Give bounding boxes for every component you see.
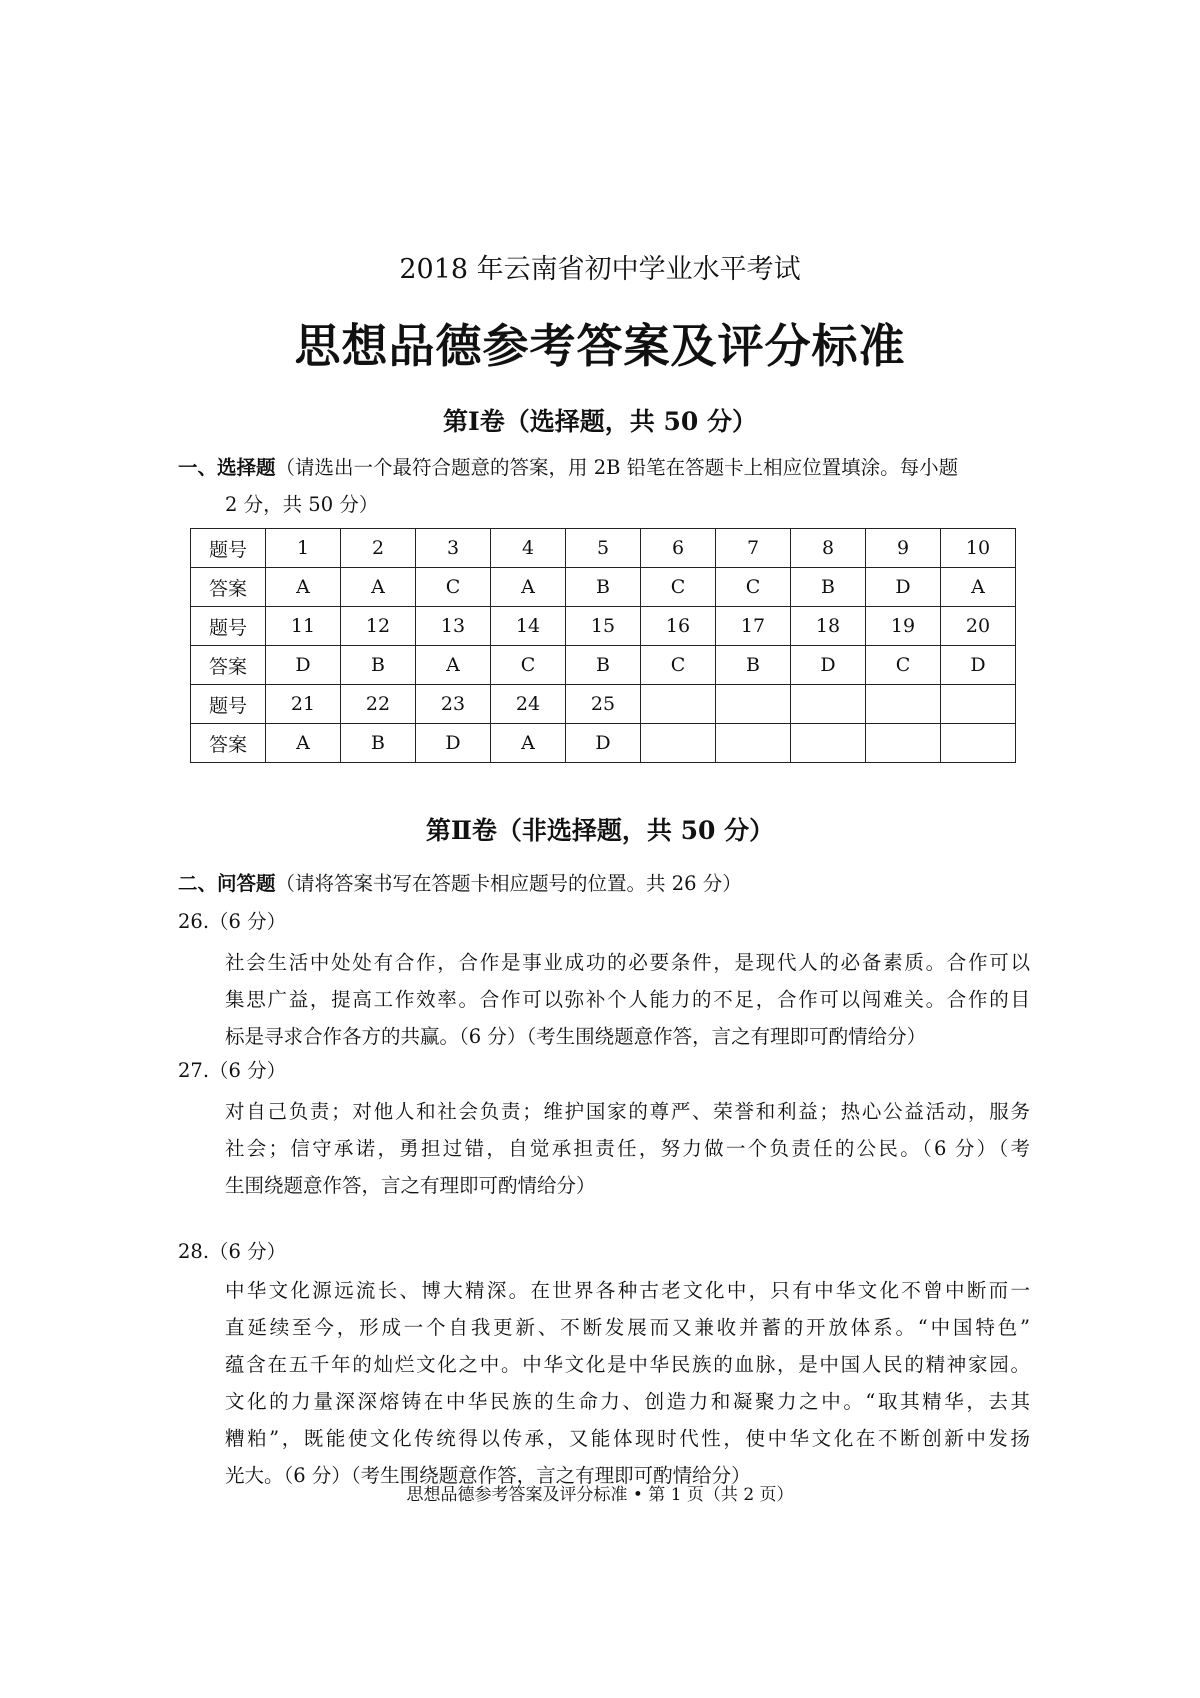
table-cell: 22	[341, 685, 416, 724]
section2-note: （请将答案书写在答题卡相应题号的位置。共 26 分）	[275, 872, 742, 895]
table-cell: 13	[416, 607, 491, 646]
table-cell: 2	[341, 529, 416, 568]
section1-heading	[178, 450, 1028, 485]
table-cell: 17	[716, 607, 791, 646]
table-row	[191, 607, 1016, 646]
table-cell: 21	[266, 685, 341, 724]
answer-line: 社会；信守承诺，勇担过错，自觉承担责任，努力做一个负责任的公民。（6 分）（考	[225, 1137, 1030, 1160]
answer-line: 标是寻求合作各方的共赢。（6 分）（考生围绕题意作答，言之有理即可酌情给分）	[225, 1025, 927, 1048]
table-cell: 15	[566, 607, 641, 646]
answer-line: 直延续至今，形成一个自我更新、不断发展而又兼收并蓄的开放体系。“中国特色”	[225, 1316, 1030, 1339]
part2-title: 第Ⅱ卷（非选择题，共 50 分）	[425, 816, 775, 845]
table-cell	[941, 724, 1016, 763]
answer-line: 蕴含在五千年的灿烂文化之中。中华文化是中华民族的血脉，是中国人民的精神家园。	[225, 1353, 1030, 1376]
table-cell: A	[416, 646, 491, 685]
answer-line: 糟粕”，既能使文化传统得以传承，又能体现时代性，使中华文化在不断创新中发扬	[225, 1427, 1030, 1450]
table-row	[191, 646, 1016, 685]
table-row	[191, 529, 1016, 568]
row-header: 题号	[191, 607, 266, 646]
table-cell	[791, 685, 866, 724]
question-26-answer	[225, 944, 1030, 1055]
section2-heading	[178, 866, 1028, 901]
table-cell: 6	[641, 529, 716, 568]
answer-line: 集思广益，提高工作效率。合作可以弥补个人能力的不足，合作可以闯难关。合作的目	[225, 988, 1030, 1011]
table-cell: 19	[866, 607, 941, 646]
table-cell: D	[416, 724, 491, 763]
section1-label: 一、选择题	[178, 456, 276, 479]
row-header: 答案	[191, 646, 266, 685]
table-cell: 20	[941, 607, 1016, 646]
table-cell: A	[941, 568, 1016, 607]
table-cell	[941, 685, 1016, 724]
table-cell: 10	[941, 529, 1016, 568]
question-27-number: 27.（6 分）	[178, 1059, 287, 1082]
table-cell: A	[266, 568, 341, 607]
table-cell	[866, 724, 941, 763]
table-cell: D	[791, 646, 866, 685]
answer-line: 光大。（6 分）（考生围绕题意作答，言之有理即可酌情给分）	[225, 1464, 751, 1487]
table-cell: 5	[566, 529, 641, 568]
table-cell: 14	[491, 607, 566, 646]
table-cell: C	[491, 646, 566, 685]
table-cell	[641, 685, 716, 724]
part1-title: 第Ⅰ卷（选择题，共 50 分）	[443, 407, 757, 436]
table-cell: D	[266, 646, 341, 685]
section2-label: 二、问答题	[178, 872, 276, 895]
answer-line: 中华文化源远流长、博大精深。在世界各种古老文化中，只有中华文化不曾中断而一	[225, 1279, 1030, 1302]
table-cell: 8	[791, 529, 866, 568]
answer-line: 对自己负责；对他人和社会负责；维护国家的尊严、荣誉和利益；热心公益活动，服务	[225, 1100, 1030, 1123]
table-cell: 12	[341, 607, 416, 646]
table-cell: C	[866, 646, 941, 685]
section1-note-cont: 2 分，共 50 分）	[225, 493, 379, 516]
table-cell: 9	[866, 529, 941, 568]
table-cell	[791, 724, 866, 763]
question-27-answer	[225, 1093, 1030, 1204]
table-cell: 1	[266, 529, 341, 568]
table-cell: B	[791, 568, 866, 607]
row-header: 题号	[191, 529, 266, 568]
table-cell: 16	[641, 607, 716, 646]
table-cell	[866, 685, 941, 724]
table-cell: C	[416, 568, 491, 607]
table-row	[191, 724, 1016, 763]
table-cell: B	[341, 646, 416, 685]
question-28-number: 28.（6 分）	[178, 1240, 287, 1263]
section1-note: （请选出一个最符合题意的答案，用 2B 铅笔在答题卡上相应位置填涂。每小题	[275, 456, 959, 479]
table-cell: 4	[491, 529, 566, 568]
question-28-answer	[225, 1272, 1030, 1494]
table-cell: 24	[491, 685, 566, 724]
question-26-number: 26.（6 分）	[178, 910, 287, 933]
table-cell: 7	[716, 529, 791, 568]
table-cell	[641, 724, 716, 763]
table-cell: C	[641, 646, 716, 685]
table-cell: C	[716, 568, 791, 607]
table-row	[191, 685, 1016, 724]
answer-line: 社会生活中处处有合作，合作是事业成功的必要条件，是现代人的必备素质。合作可以	[225, 951, 1030, 974]
table-cell: D	[566, 724, 641, 763]
answer-table	[190, 528, 1016, 763]
document-title: 思想品德参考答案及评分标准	[294, 319, 906, 373]
table-cell: B	[566, 646, 641, 685]
table-cell: 3	[416, 529, 491, 568]
page-footer: 思想品德参考答案及评分标准 • 第 1 页（共 2 页）	[406, 1485, 794, 1505]
table-cell: 11	[266, 607, 341, 646]
table-cell: 25	[566, 685, 641, 724]
table-cell: D	[866, 568, 941, 607]
table-cell: 23	[416, 685, 491, 724]
row-header: 题号	[191, 685, 266, 724]
table-cell: D	[941, 646, 1016, 685]
table-cell: B	[716, 646, 791, 685]
table-cell	[716, 685, 791, 724]
row-header: 答案	[191, 568, 266, 607]
table-cell	[716, 724, 791, 763]
exam-title: 2018 年云南省初中学业水平考试	[399, 254, 801, 285]
table-cell: A	[491, 568, 566, 607]
table-cell: B	[566, 568, 641, 607]
table-cell: A	[341, 568, 416, 607]
table-cell: 18	[791, 607, 866, 646]
table-row	[191, 568, 1016, 607]
table-cell: C	[641, 568, 716, 607]
table-cell: B	[341, 724, 416, 763]
answer-line: 文化的力量深深熔铸在中华民族的生命力、创造力和凝聚力之中。“取其精华，去其	[225, 1390, 1030, 1413]
row-header: 答案	[191, 724, 266, 763]
table-cell: A	[491, 724, 566, 763]
table-cell: A	[266, 724, 341, 763]
answer-line: 生围绕题意作答，言之有理即可酌情给分）	[225, 1174, 596, 1197]
